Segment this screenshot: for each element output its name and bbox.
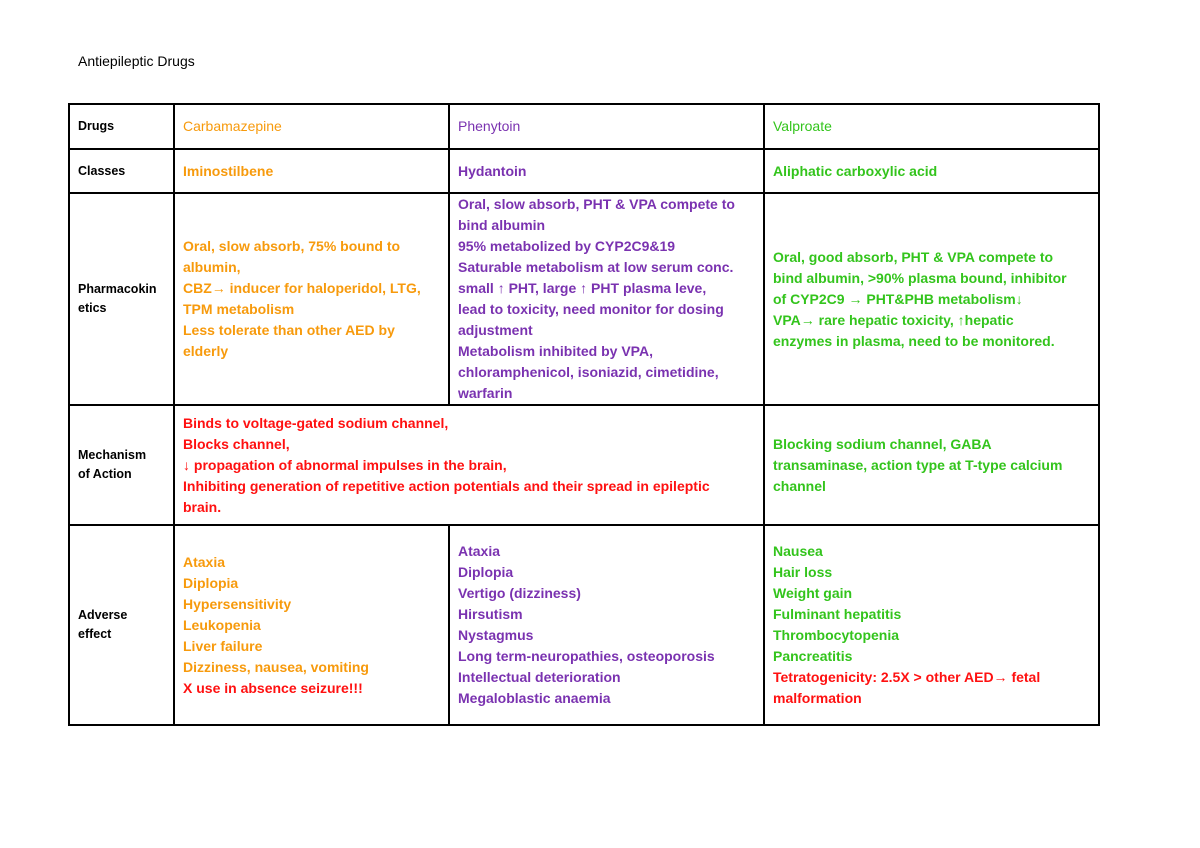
- row-header-drugs: Drugs: [69, 104, 174, 149]
- adverse-phenytoin: Ataxia Diplopia Vertigo (dizziness) Hirsutism Nystagmus Long term-neuropathies, osteoporosis Intellectual deterioration Megaloblastic anaemia: [449, 525, 764, 725]
- row-header-mechanism: Mechanism of Action: [69, 405, 174, 525]
- class-carbamazepine: Iminostilbene: [174, 149, 449, 193]
- pharmacokinetics-phenytoin: Oral, slow absorb, PHT & VPA compete to bind albumin 95% metabolized by CYP2C9&19 Saturable metabolism at low serum conc. small ↑ PHT, large ↑ PHT plasma leve, lead to toxicity, need monitor for dosing adjustment Metabolism inhibited by VPA, chloramphenicol, isoniazid, cimetidine, warfarin: [449, 193, 764, 405]
- row-header-classes: Classes: [69, 149, 174, 193]
- mechanism-carbamazepine-phenytoin: Binds to voltage-gated sodium channel, Blocks channel, ↓ propagation of abnormal impulses in the brain, Inhibiting generation of repetitive action potentials and their spread in epileptic brain.: [174, 405, 764, 525]
- table-row-classes: [69, 149, 1099, 193]
- class-phenytoin: Hydantoin: [449, 149, 764, 193]
- pharmacokinetics-carbamazepine: Oral, slow absorb, 75% bound to albumin, CBZ→ inducer for haloperidol, LTG, TPM metabolism Less tolerate than other AED by elderly: [174, 193, 449, 405]
- mechanism-valproate: Blocking sodium channel, GABA transaminase, action type at T-type calcium channel: [764, 405, 1099, 525]
- adverse-carbamazepine: Ataxia Diplopia Hypersensitivity Leukopenia Liver failure Dizziness, nausea, vomiting X use in absence seizure!!!: [174, 525, 449, 725]
- drug-name-valproate: Valproate: [764, 104, 1099, 149]
- pharmacokinetics-valproate: Oral, good absorb, PHT & VPA compete to bind albumin, >90% plasma bound, inhibitor of CYP2C9 → PHT&PHB metabolism↓ VPA→ rare hepatic toxicity, ↑hepatic enzymes in plasma, need to be monitored.: [764, 193, 1099, 405]
- antiepileptic-drugs-table: [68, 103, 1100, 726]
- teratogenicity-warning: Tetratogenicity: 2.5X > other AED→ fetal: [773, 669, 1041, 685]
- table-row-adverse-effect: [69, 525, 1099, 725]
- table-row-pharmacokinetics: [69, 193, 1099, 405]
- table-row-drugs: [69, 104, 1099, 149]
- absence-seizure-warning: X use in absence seizure!!!: [183, 679, 363, 696]
- teratogenicity-warning-cont: malformation: [773, 690, 862, 706]
- table-row-mechanism: [69, 405, 1099, 525]
- document-title: Antiepileptic Drugs: [78, 53, 195, 69]
- row-header-adverse-effect: Adverse effect: [69, 525, 174, 725]
- class-valproate: Aliphatic carboxylic acid: [764, 149, 1099, 193]
- drug-name-carbamazepine: Carbamazepine: [174, 104, 449, 149]
- row-header-pharmacokinetics: Pharmacokin etics: [69, 193, 174, 405]
- drug-name-phenytoin: Phenytoin: [449, 104, 764, 149]
- adverse-valproate: Nausea Hair loss Weight gain Fulminant hepatitis Thrombocytopenia Pancreatitis Tetratogenicity: 2.5X > other AED→ fetal malformation: [764, 525, 1099, 725]
